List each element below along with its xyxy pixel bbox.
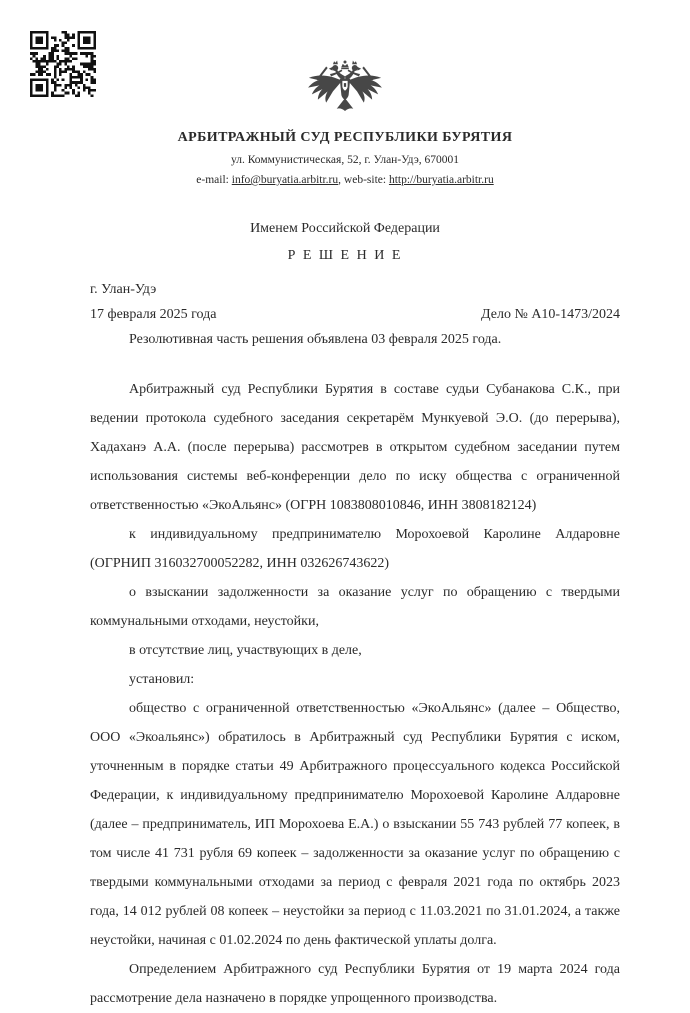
paragraph: установил: [129, 672, 195, 687]
court-contacts [0, 174, 690, 186]
website-label: , web-site: [338, 174, 389, 186]
paragraph: к индивидуальному предпринимателю Морохоевой Каролине Алдаровне (ОГРНИП 316032700052282, ИНН 032626743622) [90, 527, 620, 571]
paragraph: Определением Арбитражного суд Республики Бурятия от 19 марта 2024 года рассмотрение дела назначено в порядке упрощенного производства. [90, 962, 620, 1006]
decision-heading: Р Е Ш Е Н И Е [287, 248, 403, 263]
city-line: г. Улан-Удэ [90, 282, 157, 297]
letterhead [0, 0, 690, 186]
paragraph: в отсутствие лиц, участвующих в деле, [129, 643, 362, 658]
case-number: Дело № А10-1473/2024 [481, 307, 620, 322]
paragraph: о взыскании задолженности за оказание услуг по обращению с твердыми коммунальными отходами, неустойки, [90, 585, 620, 629]
paragraph: Арбитражный суд Республики Бурятия в составе судьи Субанакова С.К., при ведении протокола судебного заседания секретарём Мункуевой Э.О. (до перерыва), Хадаханэ А.А. (после перерыва) рассмотрев в открытом судебном заседании путем использования системы веб-конференции дело по иску общества с ограниченной ответственностью «ЭкоАльянс» (ОГРН 1083808010846, ИНН 3808182124) [90, 382, 620, 513]
resolution-note: Резолютивная часть решения объявлена 03 февраля 2025 года. [129, 332, 502, 347]
paragraph: общество с ограниченной ответственностью «ЭкоАльянс» (далее – Общество, ООО «Экоальянс») обратилось в Арбитражный суд Республики Бурятия с иском, уточненным в порядке статьи 49 Арбитражного процессуального кодекса Российской Федерации, к индивидуальному предпринимателю Морохоевой Каролине Алдаровне (далее – предприниматель, ИП Морохоева Е.А.) о взыскании 55 743 рублей 77 копеек, в том числе 41 731 рубля 69 копеек – задолженности за оказание услуг по обращению с твердыми коммунальными отходами за период с февраля 2021 года по октябрь 2023 года, 14 012 рублей 08 копеек – неустойки за период с 11.03.2021 по 31.01.2024, а также неустойки, начиная с 01.02.2024 по день фактической уплаты долга. [90, 701, 620, 948]
russia-coat-of-arms-icon [0, 0, 690, 123]
qr-code [30, 31, 96, 97]
date-row [90, 302, 620, 327]
court-address: ул. Коммунистическая, 52, г. Улан-Удэ, 670001 [230, 154, 460, 166]
email-label: e-mail: [196, 174, 232, 186]
meta-block [90, 277, 620, 352]
court-name: АРБИТРАЖНЫЙ СУД РЕСПУБЛИКИ БУРЯТИЯ [177, 130, 513, 145]
email-link[interactable]: info@buryatia.arbitr.ru [231, 174, 339, 186]
website-link[interactable]: http://buryatia.arbitr.ru [388, 174, 494, 186]
decision-date: 17 февраля 2025 года [90, 307, 217, 322]
in-the-name-heading: Именем Российской Федерации [250, 221, 440, 236]
decision-body [90, 375, 620, 1013]
